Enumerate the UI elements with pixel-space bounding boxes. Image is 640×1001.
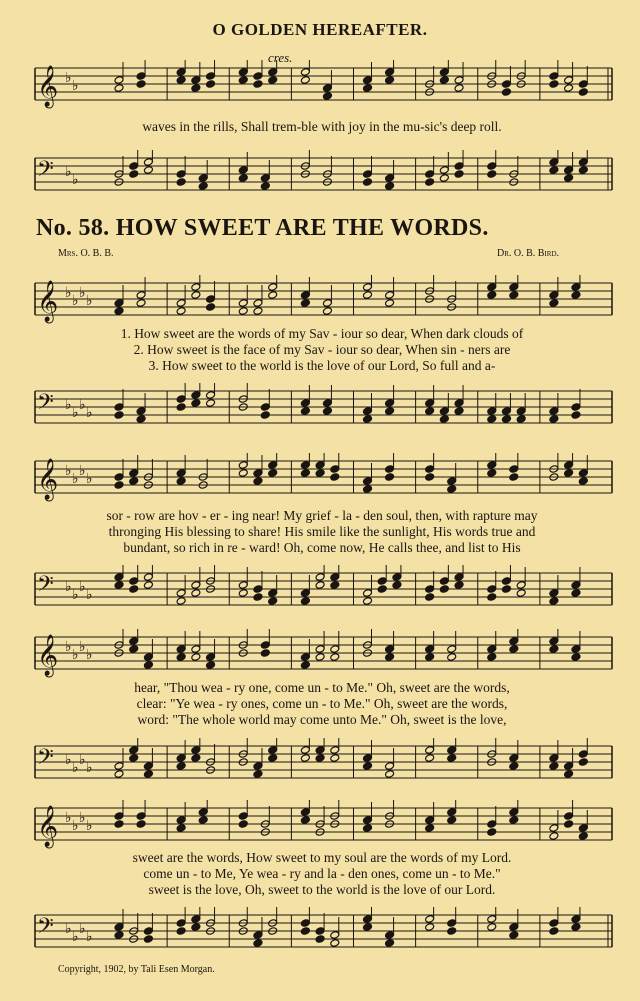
treble-clef-icon: 𝄞: [37, 635, 59, 676]
top-treble-staff: [0, 60, 640, 110]
flat-sign-icon: ♭: [86, 293, 93, 309]
flat-sign-icon: ♭: [86, 929, 93, 945]
flat-sign-icon: ♭: [65, 921, 72, 937]
flat-sign-icon: ♭: [72, 760, 79, 776]
flat-sign-icon: ♭: [65, 639, 72, 655]
system1-bass-staff: [0, 383, 640, 433]
bass-clef-icon: 𝄢: [37, 572, 54, 602]
flat-sign-icon: ♭: [86, 471, 93, 487]
system3-verse3: word: "The whole world may come unto Me." Oh, sweet is the love,: [137, 712, 507, 727]
flat-sign-icon: ♭: [72, 471, 79, 487]
system4-verse3: sweet is the love, Oh, sweet to the world is the love of our Lord.: [148, 882, 496, 897]
top-bass-staff: [0, 150, 640, 200]
lyricist-credit: Mrs. O. B. B.: [58, 248, 114, 259]
system4-bass-staff: [0, 907, 640, 957]
flat-sign-icon: ♭: [72, 172, 79, 188]
flat-sign-icon: ♭: [79, 463, 86, 479]
system1-verse2: 2. How sweet is the face of my Sav - iour so dear, When sin - ners are: [133, 342, 511, 357]
system2-verse2: thronging His blessing to share! His smile like the sunlight, His words true and: [108, 524, 536, 539]
flat-sign-icon: ♭: [65, 810, 72, 826]
flat-sign-icon: ♭: [72, 78, 79, 94]
flat-sign-icon: ♭: [65, 397, 72, 413]
system3-verse1: hear, "Thou wea - ry one, come un - to Me." Oh, sweet are the words,: [134, 680, 510, 695]
treble-clef-icon: 𝄞: [37, 459, 59, 500]
treble-clef-icon: 𝄞: [37, 806, 59, 847]
flat-sign-icon: ♭: [86, 405, 93, 421]
flat-sign-icon: ♭: [72, 647, 79, 663]
flat-sign-icon: ♭: [72, 405, 79, 421]
flat-sign-icon: ♭: [65, 285, 72, 301]
system1-verse3: 3. How sweet to the world is the love of our Lord, So full and a-: [148, 358, 496, 373]
flat-sign-icon: ♭: [79, 579, 86, 595]
flat-sign-icon: ♭: [86, 647, 93, 663]
flat-sign-icon: ♭: [72, 293, 79, 309]
hymn-title: HOW SWEET ARE THE WORDS.: [115, 215, 489, 241]
bass-clef-icon: 𝄢: [37, 157, 54, 187]
flat-sign-icon: ♭: [79, 397, 86, 413]
flat-sign-icon: ♭: [86, 587, 93, 603]
flat-sign-icon: ♭: [79, 285, 86, 301]
system3-treble-staff: [0, 629, 640, 679]
flat-sign-icon: ♭: [72, 818, 79, 834]
composer-credit: Dr. O. B. Bird.: [497, 248, 560, 259]
system3-verse2: clear: "Ye wea - ry ones, come un - to Me." Oh, sweet are the words,: [136, 696, 508, 711]
system4-verse2: come un - to Me, Ye wea - ry and la - den ones, come un - to Me.": [143, 866, 501, 881]
top-lyric-line: waves in the rills, Shall trem-ble with joy in the mu-sic's deep roll.: [142, 119, 502, 134]
system2-verse1: sor - row are hov - er - ing near! My grief - la - den soul, then, with rapture may: [106, 508, 538, 523]
flat-sign-icon: ♭: [72, 587, 79, 603]
flat-sign-icon: ♭: [65, 463, 72, 479]
flat-sign-icon: ♭: [72, 929, 79, 945]
flat-sign-icon: ♭: [86, 818, 93, 834]
hymn-number: No. 58.: [36, 215, 110, 241]
bass-clef-icon: 𝄢: [37, 745, 54, 775]
flat-sign-icon: ♭: [65, 579, 72, 595]
copyright-notice: Copyright, 1902, by Tali Esen Morgan.: [58, 964, 215, 975]
flat-sign-icon: ♭: [79, 921, 86, 937]
bass-clef-icon: 𝄢: [37, 914, 54, 944]
flat-sign-icon: ♭: [86, 760, 93, 776]
system1-verse1: 1. How sweet are the words of my Sav - iour so dear, When dark clouds of: [120, 326, 524, 341]
flat-sign-icon: ♭: [79, 639, 86, 655]
system4-verse1: sweet are the words, How sweet to my soul are the words of my Lord.: [132, 850, 512, 865]
system4-treble-staff: [0, 800, 640, 850]
flat-sign-icon: ♭: [65, 70, 72, 86]
flat-sign-icon: ♭: [79, 752, 86, 768]
system1-treble-staff: [0, 275, 640, 325]
running-title: O GOLDEN HEREAFTER.: [212, 20, 428, 39]
system2-bass-staff: [0, 565, 640, 615]
flat-sign-icon: ♭: [65, 164, 72, 180]
treble-clef-icon: 𝄞: [37, 281, 59, 322]
flat-sign-icon: ♭: [65, 752, 72, 768]
flat-sign-icon: ♭: [79, 810, 86, 826]
bass-clef-icon: 𝄢: [37, 390, 54, 420]
hymn-heading: [36, 215, 489, 242]
treble-clef-icon: 𝄞: [37, 66, 59, 107]
system2-verse3: bundant, so rich in re - ward! Oh, come now, He calls thee, and list to His: [123, 540, 521, 555]
crescendo-marking: cres.: [268, 50, 293, 65]
system3-bass-staff: [0, 738, 640, 788]
system2-treble-staff: [0, 453, 640, 503]
